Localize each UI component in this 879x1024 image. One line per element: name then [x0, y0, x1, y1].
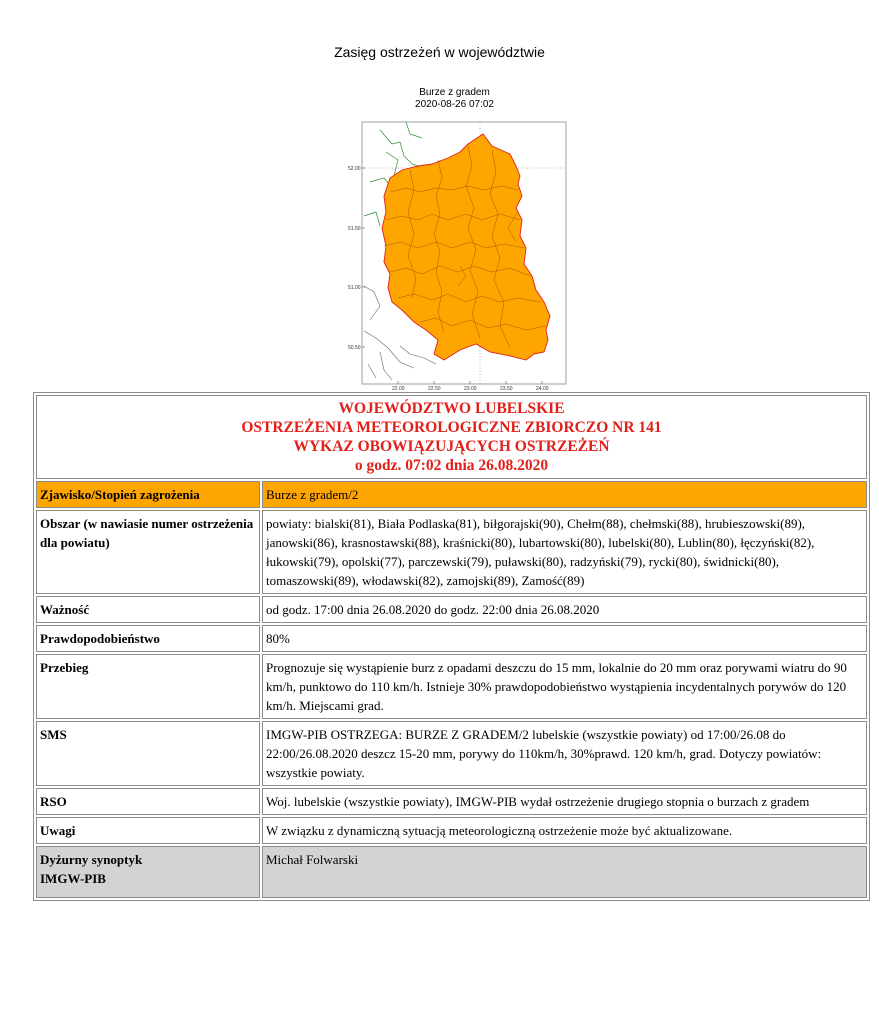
map-caption-phenomenon: Burze z gradem	[419, 87, 490, 98]
phenomenon-label: Zjawisko/Stopień zagrożenia	[36, 481, 260, 508]
area-value: powiaty: bialski(81), Biała Podlaska(81), biłgorajski(90), Chełm(88), chełmski(88), hrubieszowski(89), janowski(86), krasnostawski(88), kraśnicki(80), lubartowski(80), lubelski(80), Lublin(80), łęczyński(82), łukowski(79), opolski(77), parczewski(79), puławski(80), radzyński(79), rycki(80), świdnicki(80), tomaszowski(89), włodawski(82), zamojski(89), Zamość(89)	[262, 510, 867, 594]
row-course	[36, 654, 867, 719]
course-value: Prognozuje się wystąpienie burz z opadami deszczu do 15 mm, lokalnie do 20 mm oraz porywami wiatru do 90 km/h, punktowo do 110 km/h. Istnieje 30% prawdopodobieństwo wystąpienia incydentalnych porywów do 120 km/h. Miejscami grad.	[262, 654, 867, 719]
header-cell	[36, 395, 867, 479]
map-caption	[0, 87, 879, 111]
header-row	[36, 395, 867, 479]
warning-map	[340, 116, 570, 392]
rso-label: RSO	[36, 788, 260, 815]
row-area	[36, 510, 867, 594]
forecaster-value: Michał Folwarski	[262, 846, 867, 898]
probability-label: Prawdopodobieństwo	[36, 625, 260, 652]
row-validity	[36, 596, 867, 623]
course-label: Przebieg	[36, 654, 260, 719]
lon-label-5: 24.00	[536, 386, 549, 392]
map-caption-datetime: 2020-08-26 07:02	[415, 99, 494, 110]
forecaster-label-line2: IMGW-PIB	[40, 871, 106, 886]
probability-value: 80%	[262, 625, 867, 652]
remarks-value: W związku z dynamiczną sytuacją meteorologiczną ostrzeżenie może być aktualizowane.	[262, 817, 867, 844]
sms-label: SMS	[36, 721, 260, 786]
header-bulletin: OSTRZEŻENIA METEOROLOGICZNE ZBIORCZO NR 141	[241, 419, 662, 436]
row-sms	[36, 721, 867, 786]
validity-value: od godz. 17:00 dnia 26.08.2020 do godz. 22:00 dnia 26.08.2020	[262, 596, 867, 623]
remarks-label: Uwagi	[36, 817, 260, 844]
lat-label-3: 51.00	[348, 285, 361, 291]
header-time: o godz. 07:02 dnia 26.08.2020	[354, 457, 549, 474]
lon-label-4: 23.50	[500, 386, 513, 392]
row-remarks	[36, 817, 867, 844]
lon-label-2: 22.50	[428, 386, 441, 392]
row-forecaster	[36, 846, 867, 898]
forecaster-label-line1: Dyżurny synoptyk	[40, 852, 143, 867]
rso-value: Woj. lubelskie (wszystkie powiaty), IMGW-PIB wydał ostrzeżenie drugiego stopnia o burzach z gradem	[262, 788, 867, 815]
warnings-table	[33, 392, 870, 901]
header-voivodeship: WOJEWÓDZTWO LUBELSKIE	[338, 400, 565, 417]
row-phenomenon	[36, 481, 867, 508]
sms-value: IMGW-PIB OSTRZEGA: BURZE Z GRADEM/2 lubelskie (wszystkie powiaty) od 17:00/26.08 do 22:00/26.08.2020 deszcz 15-20 mm, porywy do 110km/h, 30%prawd. 120 km/h, grad. Dotyczy powiatów: wszystkie powiaty.	[262, 721, 867, 786]
area-label: Obszar (w nawiasie numer ostrzeżenia dla powiatu)	[36, 510, 260, 594]
lon-label-1: 22.00	[392, 386, 405, 392]
header-list: WYKAZ OBOWIĄZUJĄCYCH OSTRZEŻEŃ	[293, 438, 610, 455]
lat-label-2: 51.50	[348, 226, 361, 232]
row-rso	[36, 788, 867, 815]
lat-label-1: 52.00	[348, 166, 361, 172]
lon-label-3: 23.00	[464, 386, 477, 392]
forecaster-label	[36, 846, 260, 898]
row-probability	[36, 625, 867, 652]
page-title: Zasięg ostrzeżeń w województwie	[334, 44, 545, 60]
phenomenon-value: Burze z gradem/2	[262, 481, 867, 508]
validity-label: Ważność	[36, 596, 260, 623]
lat-label-4: 50.50	[348, 345, 361, 351]
